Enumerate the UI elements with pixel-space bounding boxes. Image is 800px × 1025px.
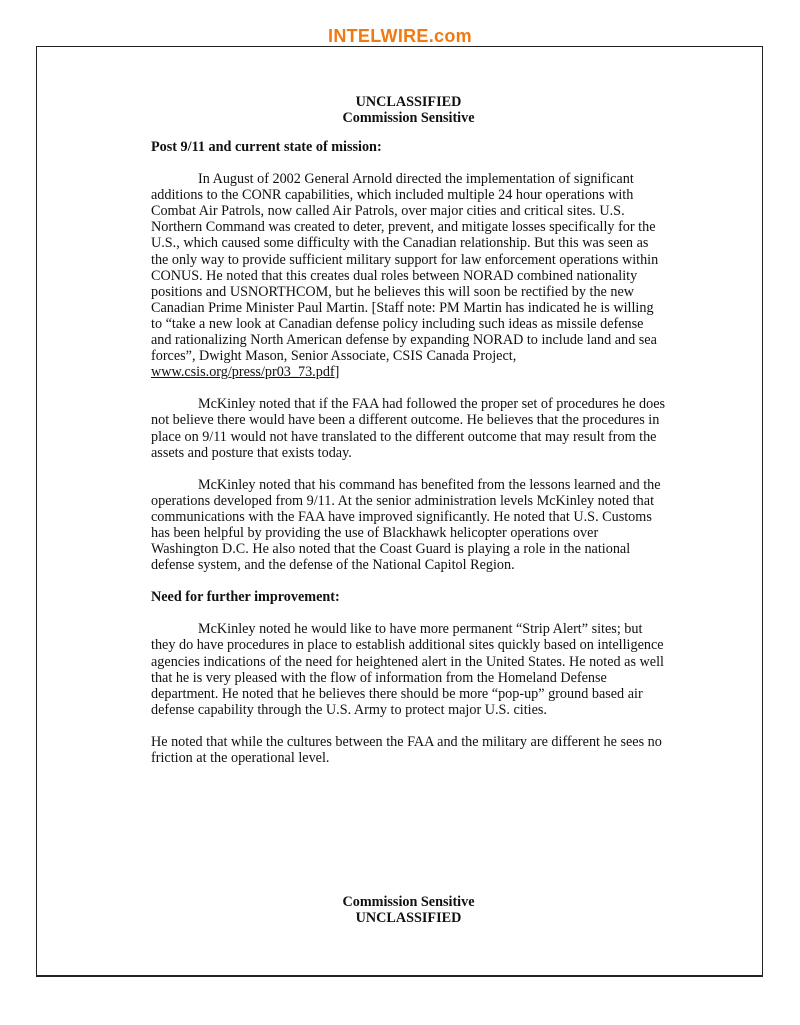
closing-bracket: ] [334, 364, 340, 381]
classification-label: UNCLASSIFIED [355, 94, 462, 110]
paragraph-lessons-learned: McKinley noted that his command has benefited from the lessons learned and the operations developed from 9/11. At the senior administration levels McKinley noted that communications with the FAA have improved significantly. He noted that U.S. Customs has been helpful by providing the use of Blackhawk helicopter operations over Washington D.C. He also noted that the Coast Guard is playing a role in the national defense system, and the defense of the National Capitol Region. [151, 476, 661, 574]
page-border-bottom [36, 975, 763, 977]
classification-header [151, 94, 666, 126]
document-body [151, 94, 666, 782]
paragraph-strip-alert: McKinley noted he would like to have more permanent “Strip Alert” sites; but they do have procedures in place to establish additional sites quickly based on intelligence agencies indications of the need for heightened alert in the United States. He noted as well that he is very pleased with the flow of information from the Homeland Defense department. He noted that he believes there should be more “pop-up” ground based air defense capability through the U.S. Army to protect major U.S. cities. [151, 621, 664, 718]
footer-sensitivity-label: Commission Sensitive [342, 894, 475, 910]
intelwire-watermark: INTELWIRE.com [328, 26, 472, 46]
section-title-post-911: Post 9/11 and current state of mission: [151, 139, 382, 155]
paragraph-faa-procedures: McKinley noted that if the FAA had followed the proper set of procedures he does not believe there would have been a different outcome. He believes that the procedures in place on 9/11 would not have translated to the different outcome that may result from the assets and posture that exists today. [151, 396, 666, 461]
page-border-right [762, 46, 763, 976]
paragraph-conr-capabilities [151, 171, 666, 380]
csis-link[interactable]: www.csis.org/press/pr03_73.pdf [151, 364, 335, 381]
footer-classification-label: UNCLASSIFIED [355, 910, 462, 926]
section-title-improvement: Need for further improvement: [151, 589, 340, 606]
page-border-top [36, 46, 762, 47]
classification-footer [151, 894, 666, 926]
page-border-left [36, 46, 37, 976]
paragraph-cultures: He noted that while the cultures between the FAA and the military are different he sees no friction at the operational level. [151, 733, 662, 766]
paragraph-text: In August of 2002 General Arnold directed the implementation of significant additions to the CONR capabilities, which included multiple 24 hour operations with Combat Air Patrols, now called Air Patrols, over major cities and critical sites. U.S. Northern Command was created to deter, prevent, and mitigate losses specifically for the U.S., which caused some difficulty with the Canadian relationship. But this was seen as the only way to provide sufficient military support for law enforcement operations within CONUS. He noted that this creates dual roles between NORAD combined nationality positions and USNORTHCOM, but he believes this will soon be rectified by the new Canadian Prime Minister Paul Martin. [Staff note: PM Martin has indicated he is willing to “take a new look at Canadian defense policy including such ideas as missile defense and rationalizing North American defense by expanding NORAD to include land and sea forces”, Dwight Mason, Senior Associate, CSIS Canada Project, [151, 171, 659, 365]
sensitivity-label: Commission Sensitive [342, 110, 475, 126]
